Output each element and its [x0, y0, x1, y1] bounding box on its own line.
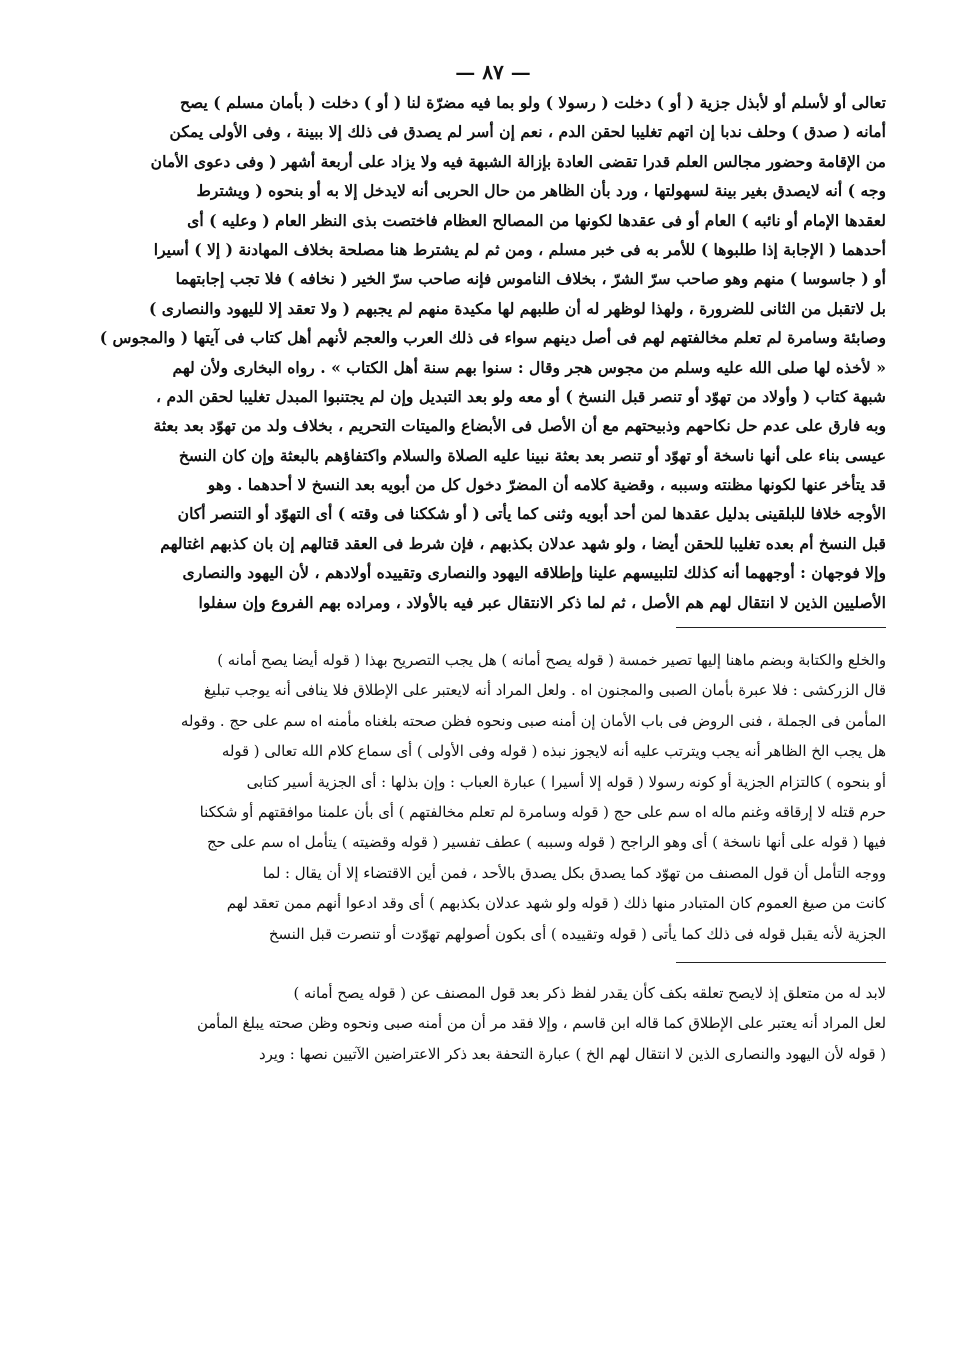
- text-line: بل لاتقبل من الثانى للضرورة ، ولهذا لوظهر له أن طلبهم لها مكيدة منهم لم يجبهم ( ولا تعقد إلا لليهود والنصارى ): [149, 298, 886, 318]
- text-line: الأوجه خلافا للبلقينى بدليل عقدها لمن أحد أبويه وثنى كما يأتى ( أو شككنا فى وقته ) أى التهوّد أو التنصر أكان: [177, 504, 886, 524]
- footnote-line: أو بنحوه ) كالتزام الجزية أو كونه رسولا ( قوله إلا أسيرا ) عبارة العباب : وإن بذلها : أى الجزية أسير كتابى: [246, 773, 886, 791]
- text-line: أحدهما ( الإجابة إذا طلبوها ) للأمر به فى خبر مسلم ، ومن ثم لم يشترط هنا مصلحة بخلاف المهادنة ( إلا ) أسيرا: [153, 239, 886, 259]
- footnote-line: والخلع والكتابة وبضم ماهنا إليها تصير خمسة ( قوله يصح أمانه ) هل يجب التصريح بهذا ( قوله أيضا يصح أمانه ): [217, 652, 886, 670]
- footnote-line: كانت من صيغ العموم كان المتبادر منها ذلك ( قوله ولو شهد عدلان بكذبهم ) أى وقد ادعوا أنهم ممن تعقد لهم: [226, 895, 886, 913]
- text-line: أو ( جاسوسا ) منهم وهو صاحب سرّ الشرّ ، بخلاف الناموس فإنه صاحب سرّ الخير ( نخافه ) فلا تجب إجابتهما: [175, 269, 886, 289]
- text-line: لعقدها الإمام أو نائبه ) العام أو فى عقدها لكونها من المصالح العظام فاختصت بذى النظر العام ( وعليه ) أى: [187, 210, 886, 230]
- text-line: عيسى بناء على أنها ناسخة أو تهوّد أو تنصر بعد بعثة نبينا عليه الصلاة والسلام واكتفاؤهم بالبعثة وإن كان النسخ: [178, 445, 886, 465]
- footnote-line: حرم قتله لا إرقاقه وغنم ماله اه سم على حج ( قوله وسامرة لم تعلم مخالفتهم ) أى بأن علمنا موافقتهم أو شككنا: [199, 803, 886, 821]
- footnote-line: لعل المراد أنه يعتبر على الإطلاق كما قاله ابن قاسم ، وإلا فقد مر أن من أمنه صبى ونحوه وظن صحته يبلغ المأمن: [196, 1015, 886, 1033]
- footnote-line: المأمن فى الجملة ، فنى الروض فى باب الأمان إن أمنه صبى ونحوه فظن صحته بلغناه مأمنه اه سم على حج . وقوله: [180, 712, 886, 730]
- footnote-commentary-b: [100, 979, 886, 1070]
- text-line: الأصليين الذين لا انتقال لهم هم الأصل ، ثم لما ذكر الانتقال عبر فيه بالأولاد ، ومراده بهم الفروع وإن سفلوا: [198, 592, 886, 612]
- footnote-separator-2: [676, 962, 886, 963]
- text-line: من الإقامة وحضور مجالس العلم قدرا تقضى العادة بإزالة الشبهة فيه ولا يزاد على أربعة أشهر ( وفى دعوى الأمان: [150, 151, 886, 171]
- text-line: وبه فارق على عدم حل نكاحهم وذبيحتهم مع أن الأصل فى الأبضاع والميتات التحريم ، بخلاف ولد من تهوّد بعد بعثة: [153, 416, 886, 436]
- text-line: « لأخذه لها صلى الله عليه وسلم من مجوس هجر وقال : سنوا بهم سنة أهل الكتاب » . رواه البخارى ولأن لهم: [172, 357, 886, 377]
- footnote-line: ووجه التأمل أن قول المصنف من تهوّد كما يصدق بكل يصدق بالأحد ، فمن أين الاقتضاء إلا أن يقال : لما: [262, 864, 886, 882]
- footnote-line: قال الزركشى : فلا عبرة بأمان الصبى والمجنون اه . ولعل المراد أنه لايعتبر على الإطلاق فلا ينافى أنه يوجب تبليغ: [203, 682, 886, 700]
- text-line: أمانه ( صدق ) وحلف ندبا إن اتهم تغليبا لحقن الدم ، نعم إن أسر لم يصدق فى ذلك إلا ببينة ، وفى الأولى يمكن: [169, 122, 886, 142]
- text-line: وإلا فوجهان : أوجههما أنه كذلك لتلبيسهم علينا وإطلاقه اليهود والنصارى وتقييده أولادهم ، لأن اليهود والنصارى: [182, 563, 886, 583]
- footnote-line: ( قوله لأن اليهود والنصارى الذين لا انتقال لهم الخ ) عبارة التحفة بعد ذكر الاعتراضين الآتيين نصها : ويرد: [259, 1045, 886, 1063]
- text-line: وجه ) أنه لايصدق بغير بينة لسهولتها ، ورد بأن الظاهر من حال الحربى أنه لايدخل إلا به أو بنحوه ( ويشترط: [196, 181, 886, 201]
- main-text: [100, 88, 886, 617]
- footnote-line: هل يجب الخ الظاهر أنه يجب ويترتب عليه أنه لايجوز نبذه ( قوله وفى الأولى ) أى سماع كلام الله تعالى ( قوله: [221, 743, 886, 761]
- text-line: قد يتأخر عنها لكونها مظنته وسببه ، وقضية كلامه أن المضرّ دخول كل من أبويه بعد النسخ لا أحدهما . وهو: [207, 475, 886, 495]
- page-number: — ٨٧ —: [455, 60, 531, 84]
- text-line: تعالى أو لأسلم أو لأبذل جزية ( أو ) دخلت ( رسولا ) ولو بما فيه مضرّة لنا ( أو ) دخلت ( بأمان مسلم ) يصح: [179, 93, 886, 112]
- text-line: شبهة كتاب ( وأولاد من تهوّد أو تنصر قبل النسخ ) أو معه ولو بعد التبديل وإن لم يجتنبوا المبدل تغليبا لحقن الدم ،: [156, 386, 886, 406]
- text-line: قبل النسخ أم بعده تغليبا للحقن أيضا ، ولو شهد عدلان بكذبهم ، فإن شرط فى العقد قتالهم إن بان كذبهم اغتالهم: [160, 533, 886, 553]
- footnote-commentary-a: [100, 646, 886, 950]
- footnote-line: فيها ( قوله على أنها ناسخة ) أى وهو الراجح ( قوله وسببه ) عطف تفسير ( قوله وقضيته ) يتأمل اه سم على حج: [206, 834, 886, 852]
- footnote-separator: [676, 627, 886, 628]
- text-line: وصابئة وسامرة لم تعلم مخالفتهم لهم فى أصل دينهم سواء فى ذلك العرب والعجم لأنهم أهل كتاب فى آيتها ( والمجوس ): [100, 328, 886, 348]
- footnote-line: الجزية لأنه يقبل قوله فى ذلك كما يأتى ( قوله وتقييده ) أى بكون أصولهم تهوّدت أو تنصرت قبل النسخ: [268, 925, 886, 943]
- footnote-line: لابد له من متعلق إذ لايصح تعلقه بكف كأن يقدر لفظ ذكر بعد قول المصنف عن ( قوله يصح أمانه ): [293, 984, 886, 1002]
